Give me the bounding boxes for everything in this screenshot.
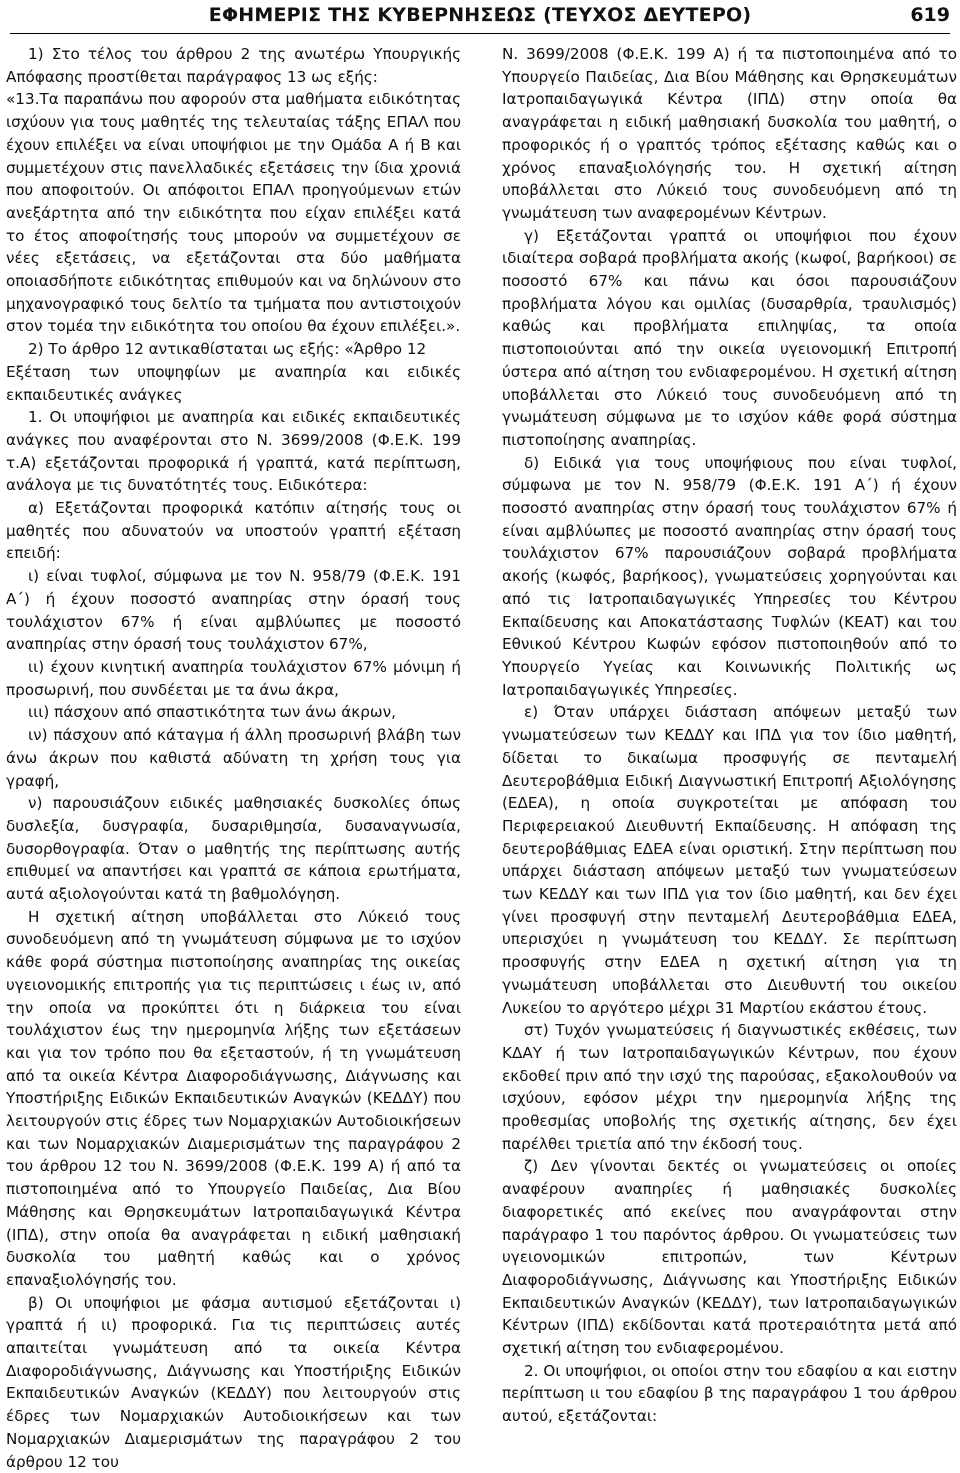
paragraph: 2. Οι υποψήφιοι, οι οποίοι στην του εδαφίου α και ειστην περίπτωση ιι του εδαφίου β της παραγράφου 1 του άρθρου αυτού, εξετάζονται: <box>502 1361 957 1426</box>
paragraph: 2) Το άρθρο 12 αντικαθίσταται ως εξής: «Άρθρο 12 <box>28 340 427 359</box>
paragraph: ζ) Δεν γίνονται δεκτές οι γνωματεύσεις οι οποίες αναφέρουν αναπηρίες ή μαθησιακές δυσκολίες διαφορετικές από εκείνες που αναγράφονται στην παράγραφο 1 του παρόντος άρθρου. Οι γνωματεύσεις των υγειονομικών επιτροπών, των Κέντρων Διαφοροδιάγνωσης, Διάγνωσης και Υποστήριξης Ειδικών Εκπαιδευτικών Αναγκών (ΚΕΔΔΥ), των Ιατροπαιδαγωγικών Κέντρων (ΙΠΔ) εκδίδονται κατά προτεραιότητα μετά από σχετική αίτηση του ενδιαφερομένου. <box>502 1157 957 1358</box>
paragraph: ι) είναι τυφλοί, σύμφωνα με τον Ν. 958/79 (Φ.Ε.Κ. 191 Α΄) ή έχουν ποσοστό αναπηρίας στην όρασή τους τουλάχιστον 67% ή είναι αμβλύωπες με ποσοστό αναπηρίας στην όρασή τους τουλάχιστον 67%, <box>6 567 461 654</box>
left-column <box>6 43 461 1473</box>
paragraph: Η σχετική αίτηση υποβάλλεται στο Λύκειό τους συνοδευόμενη από τη γνωμάτευση σύμφωνα με το ισχύον κάθε φορά σύστημα πιστοποίησης αναπηρίας της οικείας υγειονομικής επιτροπής για τις περιπτώσεις ι έως ιν, από την οποία να προκύπτει ότι η διάρκεια του είναι τουλάχιστον έως την ημερομηνία λήξης των εξετάσεων και για τον τρόπο που θα εξεταστούν, ή τη γνωμάτευση από τα οικεία Κέντρα Διαφοροδιάγνωσης, Διάγνωσης και Υποστήριξης Ειδικών Εκπαιδευτικών Αναγκών (ΚΕΔΔΥ) που λειτουργούν στις έδρες των Νομαρχιακών Αυτοδιοικήσεων και των Νομαρχιακών Διαμερισμάτων της παραγράφου 2 του άρθρου 12 του Ν. 3699/2008 (Φ.Ε.Κ. 199 Α) ή από τα πιστοποιημένα από το Υπουργείο Παιδείας, Δια Βίου Μάθησης και Θρησκευμάτων Ιατροπαιδαγωγικά Κέντρα (ΙΠΔ), στην οποία θα αναγράφεται η ειδική μαθησιακή δυσκολία του μαθητή καθώς και ο χρόνος επαναξιολόγησής του. <box>6 907 461 1289</box>
paragraph: Ν. 3699/2008 (Φ.Ε.Κ. 199 Α) ή τα πιστοποιημένα από το Υπουργείο Παιδείας, Δια Βίου Μάθησης και Θρησκευμάτων Ιατροπαιδαγωγικά Κέντρα (ΙΠΔ) στην οποία θα αναγράφεται η ειδική μαθησιακή δυσκολία του μαθητή, ο προφορικός ή ο γραπτός τρόπος εξέτασης καθώς και ο χρόνος επαναξιολόγησής του. Η σχετική αίτηση υποβάλλεται στο Λύκειό τους συνοδευόμενη από τη γνωμάτευση των αναφερομένων Κέντρων. <box>502 45 957 222</box>
paragraph: ιιι) πάσχουν από σπαστικότητα των άνω άκρων, <box>28 703 396 722</box>
paragraph: α) Εξετάζονται προφορικά κατόπιν αίτησής τους οι μαθητές που αδυνατούν να υποστούν γραπτή εξέταση επειδή: <box>6 499 461 563</box>
gazette-title: ΕΦΗΜΕΡΙΣ ΤΗΣ ΚΥΒΕΡΝΗΣΕΩΣ (ΤΕΥΧΟΣ ΔΕΥΤΕΡΟ) <box>208 4 752 26</box>
page-header <box>0 0 960 34</box>
article-heading: Εξέταση των υποψηφίων με αναπηρία και ειδικές εκπαιδευτικές ανάγκες <box>6 362 461 404</box>
paragraph: στ) Τυχόν γνωματεύσεις ή διαγνωστικές εκθέσεις, των ΚΔΑΥ ή των Ιατροπαιδαγωγικών Κέντρων, που έχουν εκδοθεί πριν από την ισχύ της παρούσας, εξακολουθούν να ισχύουν, εφόσον μέχρι την ημερομηνία λήξης της προθεσμίας υποβολής της σχετικής αίτησης, δεν έχει παρέλθει τριετία από την έκδοσή τους. <box>502 1021 957 1153</box>
paragraph: «13.Τα παραπάνω που αφορούν στα μαθήματα ειδικότητας ισχύουν για τους μαθητές της τελευταίας τάξης ΕΠΑΛ που έχουν επιλέξει να είναι υποψήφιοι με την Ομάδα Α ή Β και συμμετέχουν στις πανελλαδικές εξετάσεις την ίδια χρονιά που αποφοιτούν. Οι απόφοιτοι ΕΠΑΛ προηγούμενων ετών ανεξάρτητα από την ειδικότητα που είχαν επιλέξει κατά το έτος αποφοίτησής τους μπορούν να συμμετέχουν σε νέες εξετάσεις, να εξετάζονται στα δύο μαθήματα οποιασδήποτε ειδικότητας επιθυμούν και να δηλώνουν στο μηχανογραφικό τους δελτίο τα τμήματα που αντιστοιχούν στον τομέα την ειδικότητα του οποίου θα έχουν επιλέξει.». <box>6 90 461 336</box>
paragraph: 1) Στο τέλος του άρθρου 2 της ανωτέρω Υπουργικής Απόφασης προστίθεται παράγραφος 13 ως εξής: <box>6 45 461 86</box>
paragraph: δ) Ειδικά για τους υποψήφιους που είναι τυφλοί, σύμφωνα με τον Ν. 958/79 (Φ.Ε.Κ. 191 Α΄) ή έχουν ποσοστό αναπηρίας στην όρασή τους τουλάχιστον 67% ή είναι αμβλύωπες με ποσοστό αναπηρίας στην όρασή τους τουλάχιστον 67% παρουσιάζουν σοβαρά προβλήματα ακοής (κωφός, βαρήκοος), γνωματεύσεις χορηγούνται και από τις Ιατροπαιδαγωγικές Υπηρεσίες του Κέντρου Εκπαίδευσης και Αποκατάστασης Τυφλών (ΚΕΑΤ) και του Εθνικού Κέντρου Κωφών εφόσον πιστοποιηθούν από το Υπουργείο Υγείας και Κοινωνικής Πολιτικής ως Ιατροπαιδαγωγικές Υπηρεσίες. <box>502 453 957 699</box>
right-column <box>502 43 957 1428</box>
paragraph: β) Οι υποψήφιοι με φάσμα αυτισμού εξετάζονται ι) γραπτά ή ιι) προφορικά. Για τις περιπτώσεις αυτές απαιτείται γνωμάτευση από τα οικεία Κέντρα Διαφοροδιάγνωσης, Διάγνωσης και Υποστήριξης Ειδικών Εκπαιδευτικών Αναγκών (ΚΕΔΔΥ) που λειτουργούν στις έδρες των Νομαρχιακών Αυτοδιοικήσεων και των Νομαρχιακών Διαμερισμάτων της παραγράφου 2 του άρθρου 12 του <box>6 1293 461 1471</box>
paragraph: ν) παρουσιάζουν ειδικές μαθησιακές δυσκολίες όπως δυσλεξία, δυσγραφία, δυσαριθμησία, δυσαναγνωσία, δυσορθογραφία. Όταν ο μαθητής της περίπτωσης αυτής επιθυμεί να απαντήσει και γραπτά σε κάποια ερωτήματα, αυτά αξιολογούνται κατά τη βαθμολόγηση. <box>6 794 461 904</box>
paragraph: ιι) έχουν κινητική αναπηρία τουλάχιστον 67% μόνιμη ή προσωρινή, που συνδέεται με τα άνω άκρα, <box>6 657 461 699</box>
paragraph: 1. Οι υποψήφιοι με αναπηρία και ειδικές εκπαιδευτικές ανάγκες που αναφέρονται στο Ν. 3699/2008 (Φ.Ε.Κ. 199 τ.Α) εξετάζονται προφορικά ή γραπτά, κατά περίπτωση, ανάλογα με τις δυνατότητές τους. Ειδικότερα: <box>6 408 461 495</box>
header-divider <box>10 33 950 34</box>
paragraph: ιν) πάσχουν από κάταγμα ή άλλη προσωρινή βλάβη των άνω άκρων που καθιστά αδύνατη τη χρήση τους για γραφή, <box>6 726 461 790</box>
paragraph: γ) Εξετάζονται γραπτά οι υποψήφιοι που έχουν ιδιαίτερα σοβαρά προβλήματα ακοής (κωφοί, βαρήκοοι) σε ποσοστό 67% και πάνω και όσοι παρουσιάζουν προβλήματα λόγου και ομιλίας (δυσαρθρία, τραυλισμός) καθώς και προβλήματα επιληψίας, τα οποία πιστοποιούνται από την οικεία υγειονομική Επιτροπή ύστερα από αίτηση του ενδιαφερομένου. Η σχετική αίτηση υποβάλλεται στο Λύκειό τους συνοδευόμενη από τη γνωμάτευση σύμφωνα με το ισχύον κάθε φορά σύστημα πιστοποίησης αναπηρίας. <box>502 226 957 449</box>
page-number: 619 <box>910 4 950 26</box>
paragraph: ε) Όταν υπάρχει διάσταση απόψεων μεταξύ των γνωματεύσεων των ΚΕΔΔΥ και ΙΠΔ για τον ίδιο μαθητή, δίδεται το δικαίωμα προσφυγής σε πενταμελή Δευτεροβάθμια Ειδική Διαγνωστική Επιτροπή Αξιολόγησης (ΕΔΕΑ), η οποία συγκροτείται με απόφαση του Περιφερειακού Διευθυντή Εκπαίδευσης. Η απόφαση της δευτεροβάθμιας ΕΔΕΑ είναι οριστική. Στην περίπτωση που υπάρχει διάσταση απόψεων μεταξύ των γνωματεύσεων των ΚΕΔΔΥ και των ΙΠΔ για τον ίδιο μαθητή, και δεν έχει γίνει προσφυγή στην πενταμελή Δευτεροβάθμια ΕΔΕΑ, υπερισχύει η γνωμάτευση του ΚΕΔΔΥ. Σε περίπτωση προσφυγής στην ΕΔΕΑ η σχετική αίτηση για τη γνωμάτευση υποβάλλεται στο Διευθυντή του οικείου Λυκείου το αργότερο μέχρι 31 Μαρτίου εκάστου έτους. <box>502 703 957 1017</box>
